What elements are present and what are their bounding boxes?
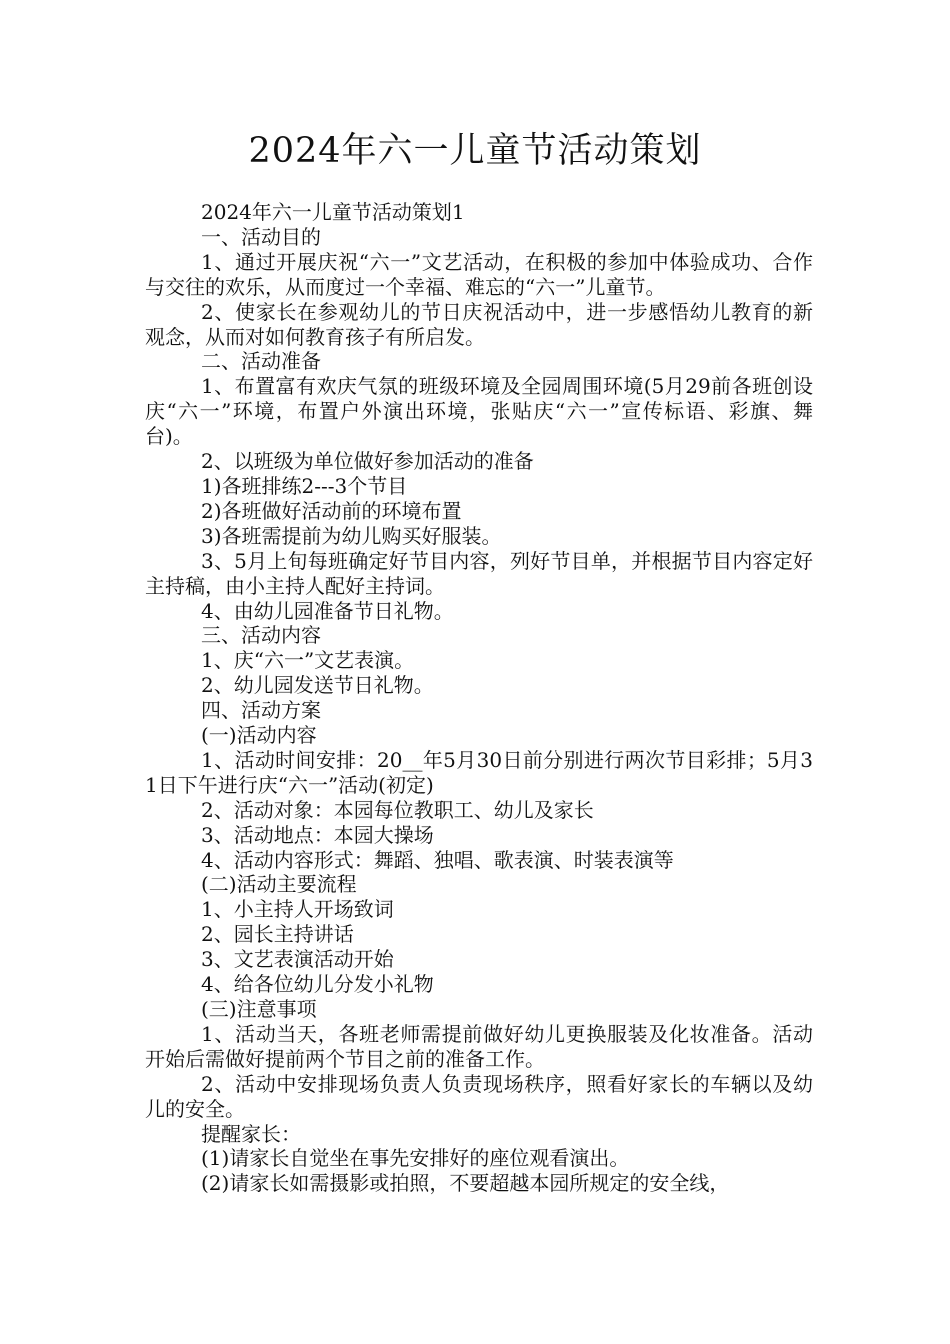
paragraph: 一、活动目的 [201,224,321,249]
paragraph: 2、以班级为单位做好参加活动的准备 [201,449,534,474]
paragraph: (1)请家长自觉坐在事先安排好的座位观看演出。 [201,1146,630,1171]
paragraph: (三)注意事项 [201,997,317,1021]
paragraph: 1、小主持人开场致词 [201,897,394,922]
paragraph: 2)各班做好活动前的环境布置 [201,498,462,523]
paragraph: 3、文艺表演活动开始 [201,947,394,972]
paragraph: 1、布置富有欢庆气氛的班级环境及全园周围环境(5月29前各班创设庆“六一”环境，布置户外演出环境，张贴庆“六一”宣传标语、彩旗、舞台)。 [145,374,813,449]
paragraph: 1、活动当天，各班老师需提前做好幼儿更换服装及化妆准备。活动开始后需做好提前两个节目之前的准备工作。 [145,1021,813,1071]
paragraph: 4、由幼儿园准备节日礼物。 [201,598,454,623]
paragraph: 三、活动内容 [201,623,321,648]
paragraph: 2、活动对象：本园每位教职工、幼儿及家长 [201,797,594,822]
paragraph: 二、活动准备 [201,349,321,374]
paragraph: (2)请家长如需摄影或拍照，不要超越本园所规定的安全线， [201,1171,730,1196]
paragraph: 3、5月上旬每班确定好节目内容，列好节目单，并根据节目内容定好主持稿，由小主持人配好主持词。 [145,548,813,598]
paragraph: 四、活动方案 [201,698,321,723]
paragraph: 2、活动中安排现场负责人负责现场秩序，照看好家长的车辆以及幼儿的安全。 [145,1071,813,1121]
paragraph: 提醒家长： [201,1121,301,1146]
paragraph: 4、给各位幼儿分发小礼物 [201,972,434,997]
paragraph: 3)各班需提前为幼儿购买好服装。 [201,523,502,548]
paragraph: 1)各班排练2---3个节目 [201,473,408,498]
paragraph: 1、活动时间安排：20__年5月30日前分别进行两次节目彩排；5月31日下午进行庆“六一”活动(初定) [145,747,813,797]
document-body [145,200,813,1196]
paragraph: 2、幼儿园发送节日礼物。 [201,673,434,698]
paragraph: 1、庆“六一”文艺表演。 [201,648,415,673]
paragraph: 2024年六一儿童节活动策划1 [201,200,465,224]
paragraph: 2、使家长在参观幼儿的节日庆祝活动中，进一步感悟幼儿教育的新观念，从而对如何教育孩子有所启发。 [145,299,813,349]
document-title: 2024年六一儿童节活动策划 [248,131,702,171]
paragraph: (二)活动主要流程 [201,872,357,897]
paragraph: 1、通过开展庆祝“六一”文艺活动，在积极的参加中体验成功、合作与交往的欢乐，从而度过一个幸福、难忘的“六一”儿童节。 [145,249,813,299]
paragraph: 2、园长主持讲话 [201,922,354,947]
paragraph: (一)活动内容 [201,723,317,748]
paragraph: 4、活动内容形式：舞蹈、独唱、歌表演、时装表演等 [201,847,674,872]
paragraph: 3、活动地点：本园大操场 [201,822,434,847]
